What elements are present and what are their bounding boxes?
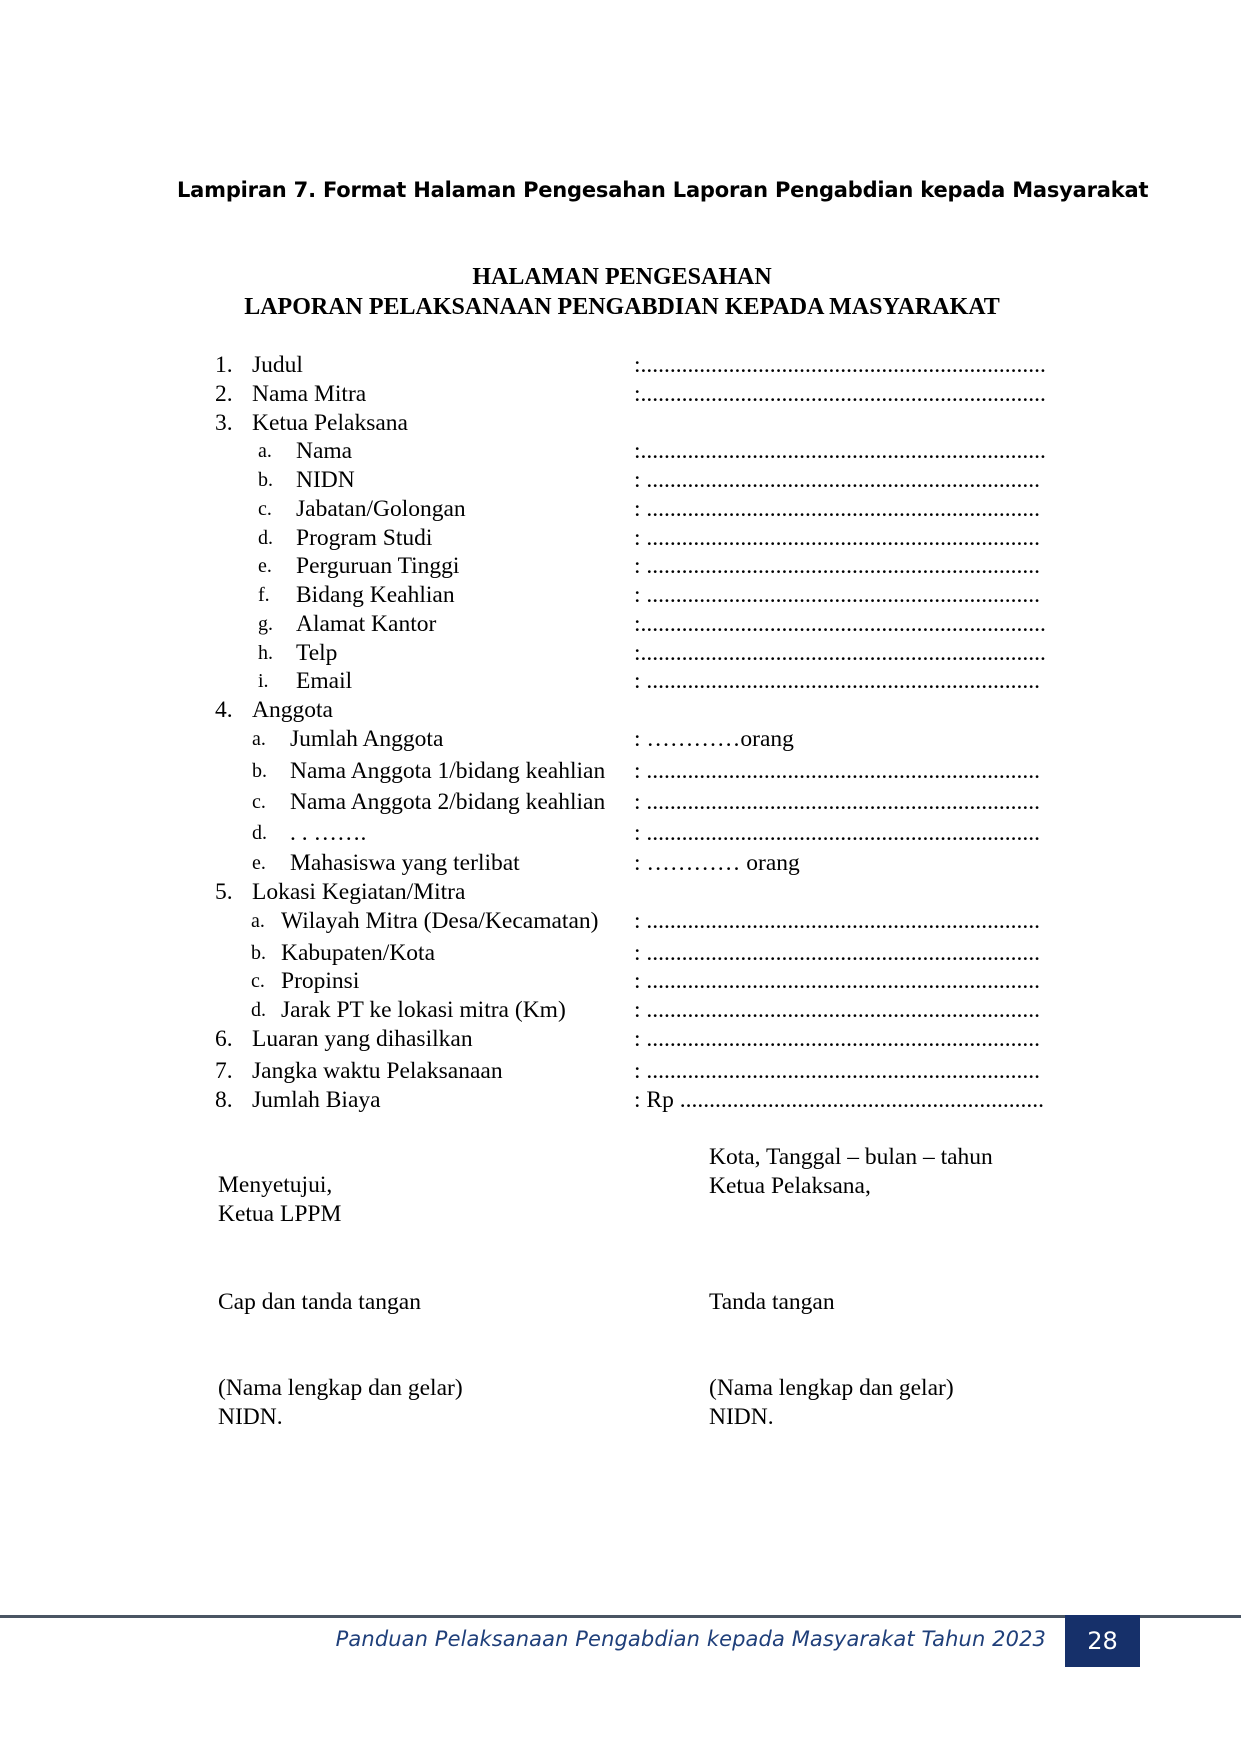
form-row-number: 3. — [215, 410, 233, 436]
form-row-label: Mahasiswa yang terlibat — [290, 850, 520, 876]
form-row-value: : ................................................................... — [634, 789, 1041, 815]
form-row-r3d — [0, 523, 1241, 553]
form-row-r5d — [0, 995, 1241, 1025]
form-row-number: 1. — [215, 352, 233, 378]
form-row-r4a — [0, 724, 1241, 754]
signature-right-place-date: Kota, Tanggal – bulan – tahun — [709, 1144, 993, 1170]
form-row-r4b — [0, 756, 1241, 786]
form-row-label: Jumlah Anggota — [290, 726, 444, 752]
form-row-value: : ................................................................... — [634, 820, 1041, 846]
form-row-number: 4. — [215, 697, 233, 723]
form-row-label: Nama Anggota 1/bidang keahlian — [290, 758, 606, 784]
form-row-number: d. — [252, 822, 267, 844]
form-row-number: 2. — [215, 381, 233, 407]
form-row-r4d — [0, 818, 1241, 848]
form-row-label: Telp — [296, 640, 338, 666]
form-row-label: Lokasi Kegiatan/Mitra — [252, 879, 466, 905]
form-row-label: NIDN — [296, 467, 355, 493]
form-row-r8 — [0, 1085, 1241, 1115]
form-row-r5c — [0, 966, 1241, 996]
form-row-number: c. — [251, 970, 265, 992]
form-row-number: a. — [252, 728, 266, 750]
form-row-r3i — [0, 666, 1241, 696]
footer-divider — [0, 1615, 1241, 1618]
signature-left-role: Ketua LPPM — [218, 1201, 342, 1227]
form-row-value: : ................................................................... — [634, 1058, 1041, 1084]
form-row-number: a. — [251, 910, 265, 932]
form-row-number: b. — [251, 942, 266, 964]
form-row-value: : ................................................................... — [634, 496, 1041, 522]
signature-right-role: Ketua Pelaksana, — [709, 1173, 871, 1199]
form-row-r4 — [0, 695, 1241, 725]
form-row-label: Jangka waktu Pelaksanaan — [252, 1058, 503, 1084]
form-row-value: :..................................................................... — [634, 611, 1046, 637]
form-row-label: Luaran yang dihasilkan — [252, 1026, 473, 1052]
form-row-number: a. — [258, 440, 272, 462]
form-row-number: c. — [258, 498, 272, 520]
form-row-value: : ................................................................... — [634, 758, 1041, 784]
form-row-value: :..................................................................... — [634, 381, 1046, 407]
form-row-r3g — [0, 609, 1241, 639]
form-row-number: 7. — [215, 1058, 233, 1084]
form-row-r3b — [0, 465, 1241, 495]
form-row-label: Anggota — [252, 697, 333, 723]
form-row-number: b. — [252, 760, 267, 782]
form-row-number: 6. — [215, 1026, 233, 1052]
form-row-label: Ketua Pelaksana — [252, 410, 408, 436]
form-row-r3h — [0, 638, 1241, 668]
form-row-value: : ................................................................... — [634, 553, 1041, 579]
form-row-number: 5. — [215, 879, 233, 905]
signature-left-sign: Cap dan tanda tangan — [218, 1289, 421, 1315]
form-row-value: : ................................................................... — [634, 968, 1041, 994]
form-row-label: Propinsi — [281, 968, 360, 994]
form-row-value: : ................................................................... — [634, 908, 1041, 934]
page-number: 28 — [1065, 1615, 1140, 1667]
form-row-value: :..................................................................... — [634, 640, 1046, 666]
form-row-value: : ................................................................... — [634, 1026, 1041, 1052]
form-row-r1 — [0, 350, 1241, 380]
form-row-value: : ………… orang — [634, 850, 800, 876]
form-row-number: c. — [252, 791, 266, 813]
form-row-r3f — [0, 580, 1241, 610]
form-row-label: Perguruan Tinggi — [296, 553, 460, 579]
lampiran-heading: Lampiran 7. Format Halaman Pengesahan Laporan Pengabdian kepada Masyarakat — [177, 178, 1149, 202]
form-row-number: h. — [258, 642, 273, 664]
form-row-r5a — [0, 906, 1241, 936]
form-row-label: Jarak PT ke lokasi mitra (Km) — [281, 997, 566, 1023]
form-row-r3 — [0, 408, 1241, 438]
form-row-number: e. — [252, 852, 266, 874]
form-row-value: : ................................................................... — [634, 940, 1041, 966]
form-row-label: Kabupaten/Kota — [281, 940, 436, 966]
form-row-number: b. — [258, 469, 273, 491]
form-row-label: Nama Mitra — [252, 381, 367, 407]
form-row-label: Alamat Kantor — [296, 611, 437, 637]
form-row-label: Program Studi — [296, 525, 433, 551]
signature-left-approve: Menyetujui, — [218, 1172, 333, 1198]
form-row-r7 — [0, 1056, 1241, 1086]
form-row-value: : Rp .............................................................. — [634, 1087, 1044, 1113]
form-row-label: Judul — [252, 352, 303, 378]
document-title: HALAMAN PENGESAHAN — [472, 264, 772, 290]
form-row-number: f. — [258, 584, 270, 606]
signature-left-name: (Nama lengkap dan gelar) — [218, 1375, 463, 1401]
form-row-label: Email — [296, 668, 353, 694]
form-row-value: : ................................................................... — [634, 668, 1041, 694]
form-row-value: : ................................................................... — [634, 997, 1041, 1023]
form-row-number: e. — [258, 555, 272, 577]
form-row-value: :..................................................................... — [634, 352, 1046, 378]
signature-right-name: (Nama lengkap dan gelar) — [709, 1375, 954, 1401]
footer-text: Panduan Pelaksanaan Pengabdian kepada Masyarakat Tahun 2023 — [335, 1627, 1046, 1651]
form-row-r4c — [0, 787, 1241, 817]
document-subtitle: LAPORAN PELAKSANAAN PENGABDIAN KEPADA MASYARAKAT — [244, 294, 1000, 320]
form-row-number: d. — [258, 527, 273, 549]
form-row-r4e — [0, 848, 1241, 878]
form-row-label: . . ……. — [290, 820, 367, 846]
form-row-r5 — [0, 877, 1241, 907]
form-row-r5b — [0, 938, 1241, 968]
form-row-label: Wilayah Mitra (Desa/Kecamatan) — [281, 908, 599, 934]
form-row-value: : ................................................................... — [634, 467, 1041, 493]
form-row-label: Bidang Keahlian — [296, 582, 455, 608]
form-row-label: Jumlah Biaya — [252, 1087, 381, 1113]
form-row-value: : ................................................................... — [634, 582, 1041, 608]
form-row-r3a — [0, 436, 1241, 466]
signature-right-nidn: NIDN. — [709, 1404, 774, 1430]
form-row-value: :..................................................................... — [634, 438, 1046, 464]
form-row-value: : …………orang — [634, 726, 794, 752]
form-row-label: Nama — [296, 438, 353, 464]
form-row-number: 8. — [215, 1087, 233, 1113]
form-row-value: : ................................................................... — [634, 525, 1041, 551]
form-row-label: Nama Anggota 2/bidang keahlian — [290, 789, 606, 815]
form-row-r2 — [0, 379, 1241, 409]
form-row-number: d. — [251, 999, 266, 1021]
form-row-r3e — [0, 551, 1241, 581]
form-row-number: g. — [258, 613, 273, 635]
form-row-number: i. — [258, 670, 269, 692]
form-row-r6 — [0, 1024, 1241, 1054]
signature-left-nidn: NIDN. — [218, 1404, 283, 1430]
form-row-label: Jabatan/Golongan — [296, 496, 466, 522]
signature-right-sign: Tanda tangan — [709, 1289, 835, 1315]
form-row-r3c — [0, 494, 1241, 524]
